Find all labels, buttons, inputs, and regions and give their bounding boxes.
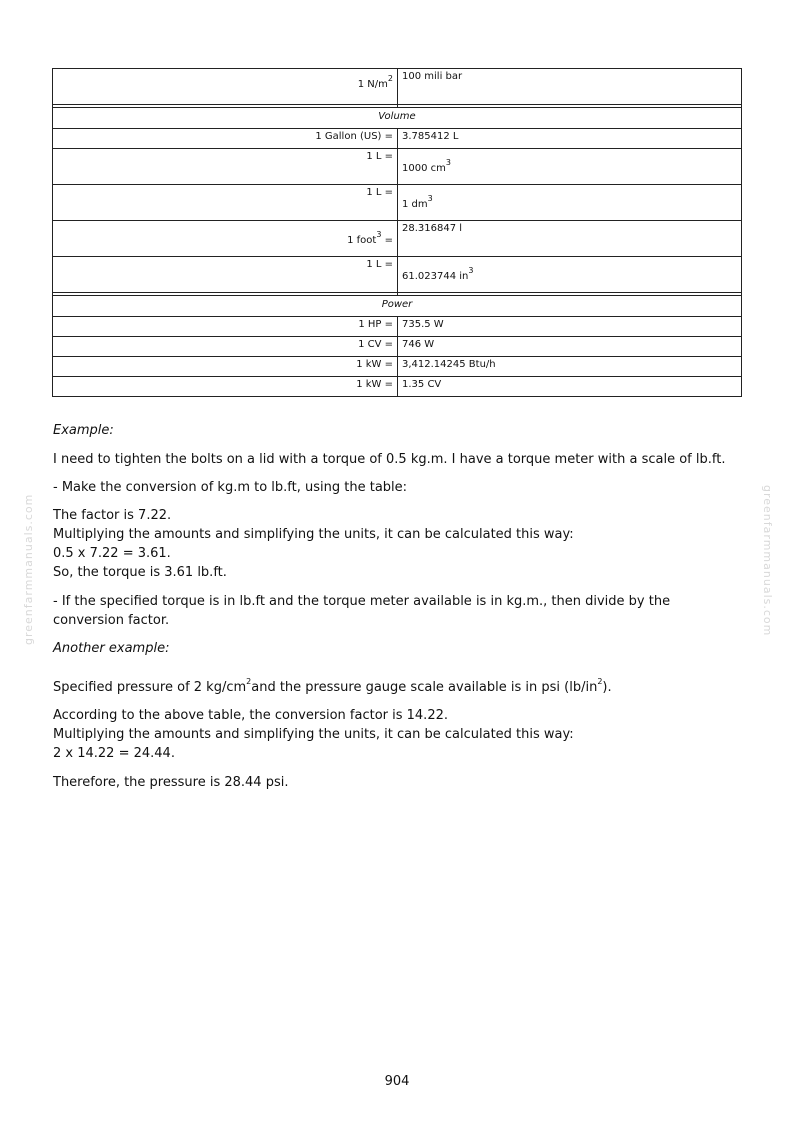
table-row [53,129,742,149]
table-row [53,317,742,337]
table-cell-left: 1 L = [53,257,398,293]
example-paragraph: - If the specified torque is in lb.ft and the torque meter available is in kg.m., then divide by the conversion factor. [53,594,671,628]
conversion-table [52,68,742,397]
example-paragraph: I need to tighten the bolts on a lid with a torque of 0.5 kg.m. I have a torque meter with a scale of lb.ft. [53,452,726,467]
example-paragraph: - Make the conversion of kg.m to lb.ft, using the table: [53,480,408,495]
table-cell-right: 1000 $cm^3$ [398,149,742,185]
another-example-paragraph: Therefore, the pressure is 28.44 psi. [53,775,289,790]
text-line: According to the above table, the conversion factor is 14.22. [53,708,448,723]
table-cell-left: 1 kW = [53,357,398,377]
table-cell-right: 3,412.14245 Btu/h [398,357,742,377]
text-line: So, the torque is 3.61 lb.ft. [53,565,227,580]
section-heading-row [53,296,742,317]
text-line: 2 x 14.22 = 24.44. [53,746,175,761]
another-example-heading: Another example: [53,641,170,656]
table-cell-left: 1 L = [53,149,398,185]
table-cell-left: 1 Gallon (US) = [53,129,398,149]
table-cell-left: 1 HP = [53,317,398,337]
table-row [53,185,742,221]
volume-heading: Volume [53,108,742,129]
watermark-left: greenfarmmanuals.com [22,493,35,645]
example-heading: Example: [53,423,114,438]
power-heading: Power [53,296,742,317]
table-cell-right: 100 mili bar [398,69,742,105]
table-row [53,377,742,397]
table-cell-right: 28.316847 l [398,221,742,257]
table-row [53,69,742,105]
watermark-right: greenfarmmanuals.com [761,485,774,637]
page-number: 904 [384,1074,410,1089]
table-cell-right: 61.023744 $in^3$ [398,257,742,293]
text-line: Multiplying the amounts and simplifying the units, it can be calculated this way: [53,527,574,542]
text-line: Multiplying the amounts and simplifying the units, it can be calculated this way: [53,727,574,742]
table-row [53,149,742,185]
another-example-paragraph: Specified pressure of 2 $kg/cm^2and$ the pressure gauge scale available is in psi $(lb/in^2)$. [53,677,612,695]
table-cell-left: 1 $N/m^2$ [53,69,398,105]
table-cell-left: 1 foot$^3$ = [53,221,398,257]
table-cell-right: 3.785412 L [398,129,742,149]
table-row [53,257,742,293]
table-cell-left: 1 CV = [53,337,398,357]
table-cell-right: 735.5 W [398,317,742,337]
table-row [53,357,742,377]
another-example-paragraph [53,706,743,763]
text-line: 0.5 x 7.22 = 3.61. [53,546,171,561]
table-cell-right: 1 $dm^3$ [398,185,742,221]
table-cell-left: 1 L = [53,185,398,221]
table-row [53,337,742,357]
table-cell-left: 1 kW = [53,377,398,397]
table-cell-right: 746 W [398,337,742,357]
table-cell-right: 1.35 CV [398,377,742,397]
example-paragraph [53,506,743,582]
table-row [53,221,742,257]
section-heading-row [53,108,742,129]
text-line: The factor is 7.22. [53,508,172,523]
